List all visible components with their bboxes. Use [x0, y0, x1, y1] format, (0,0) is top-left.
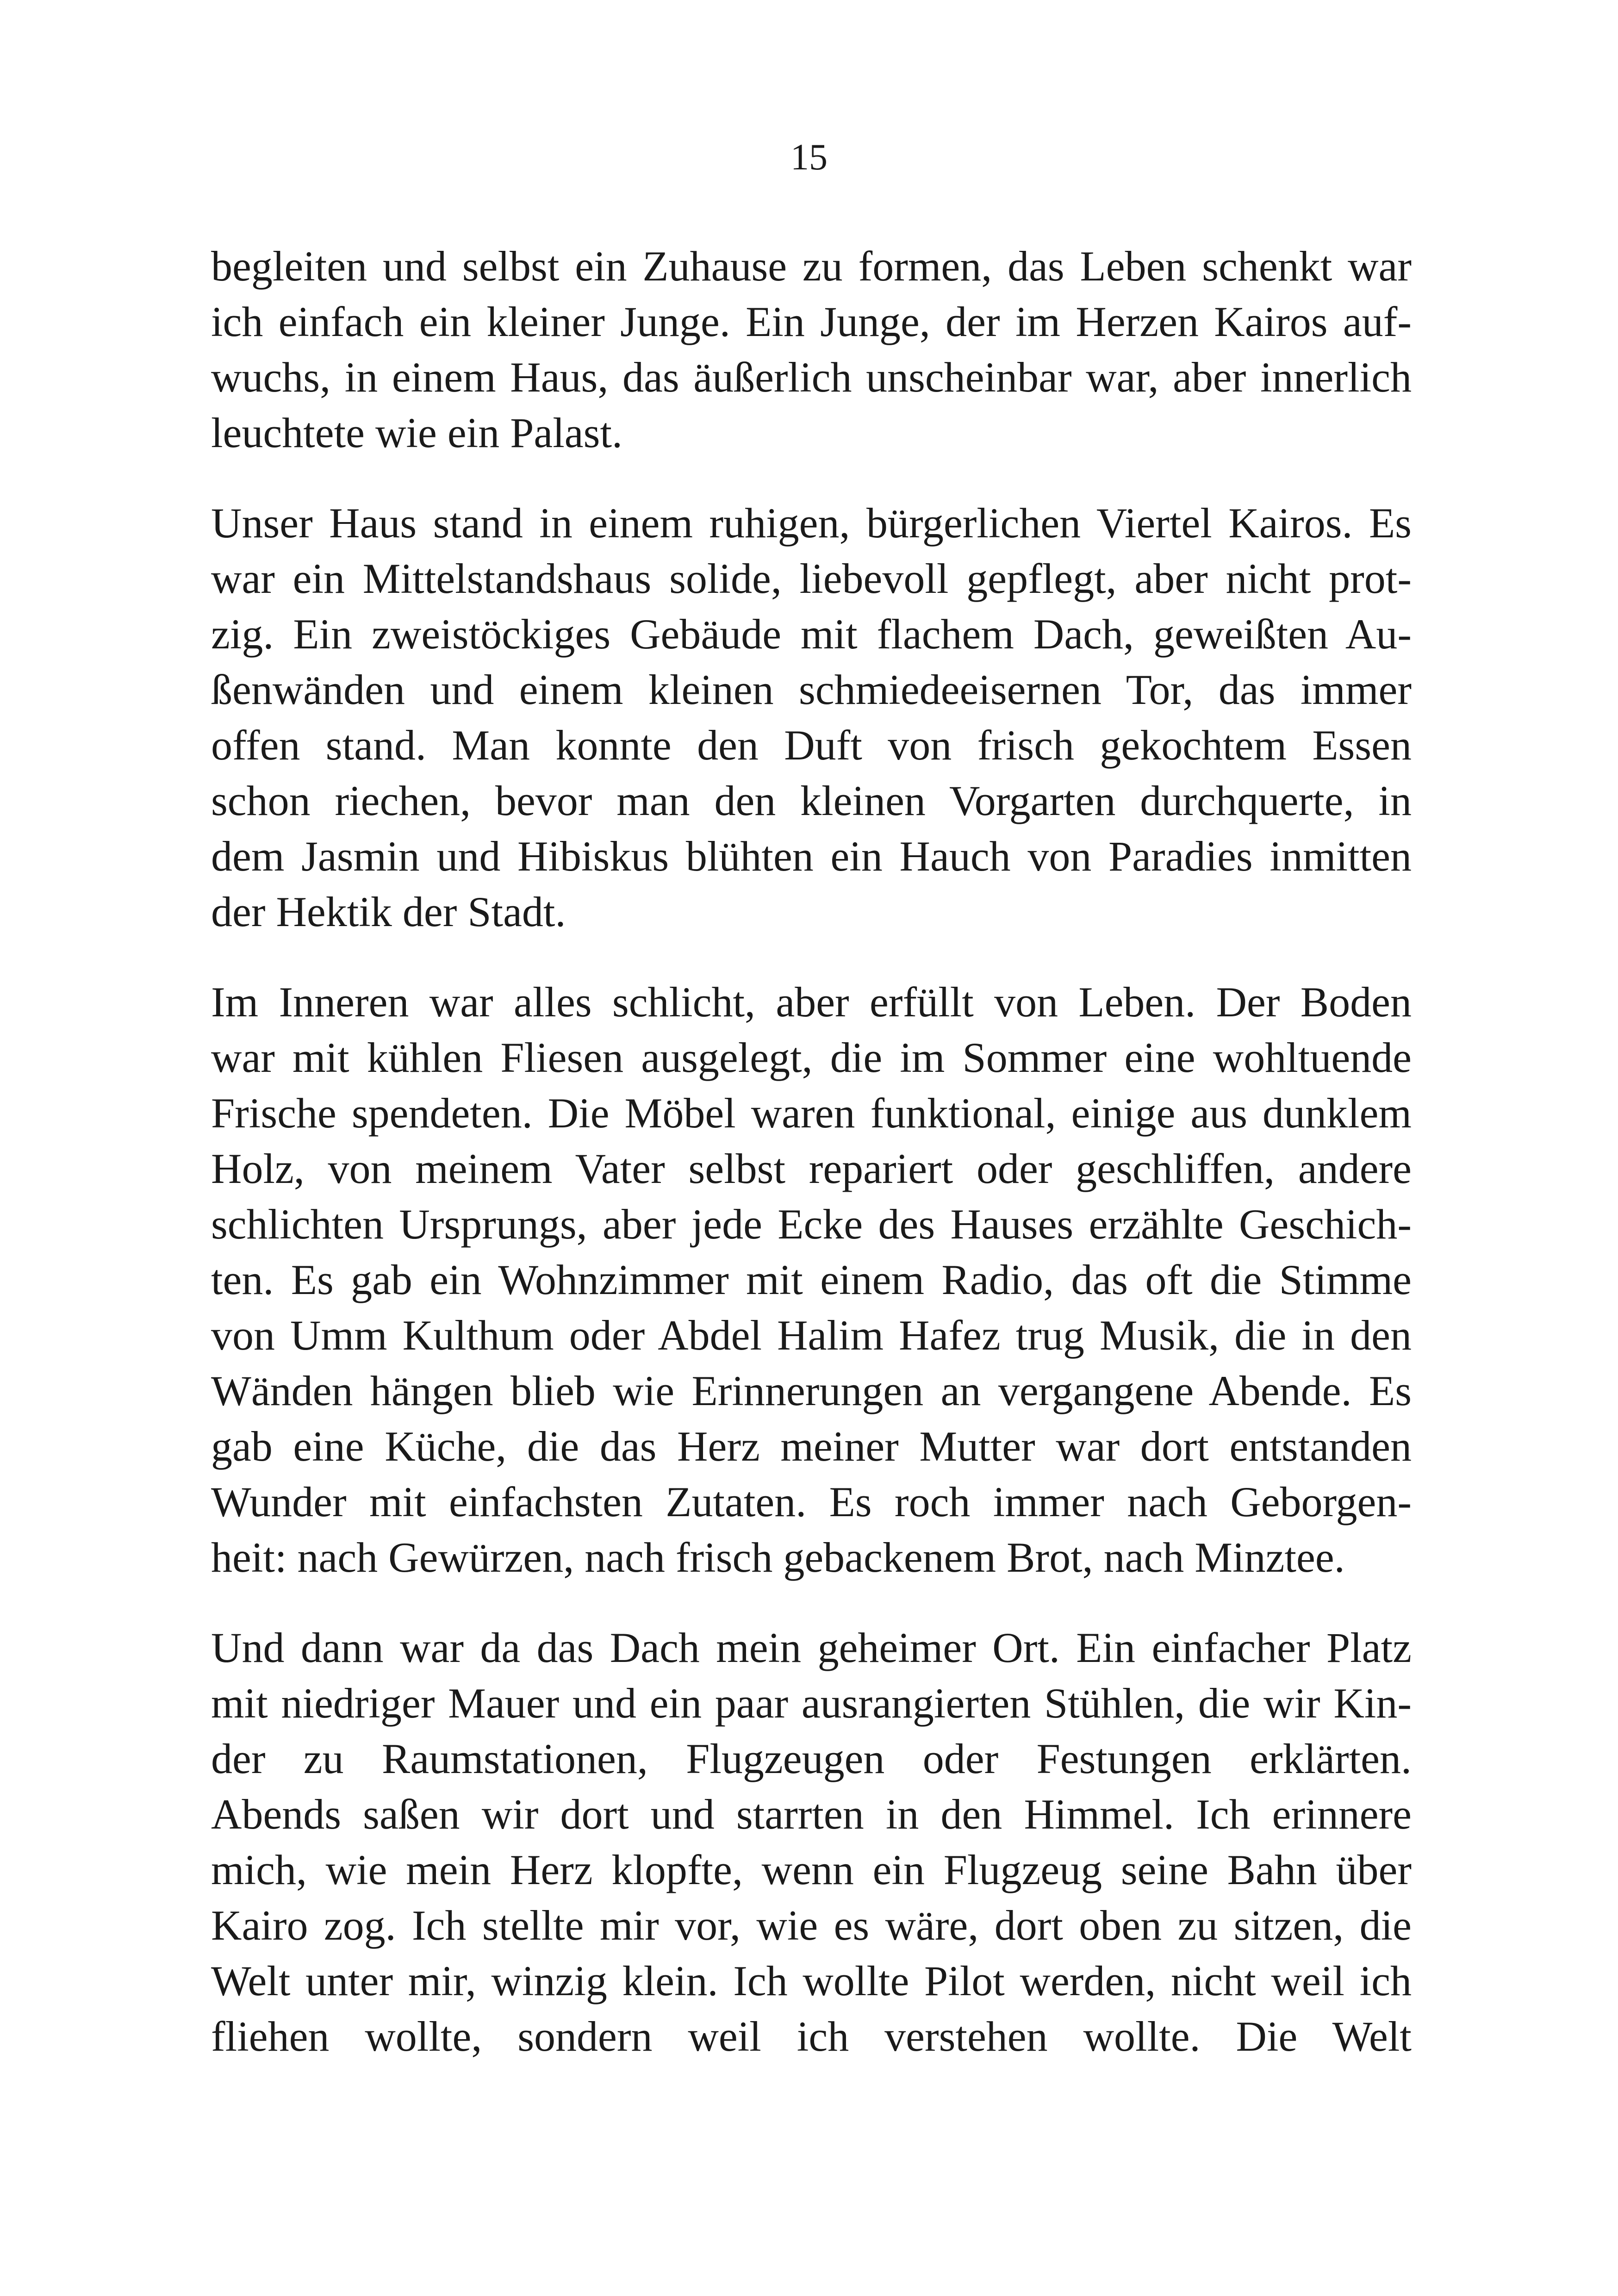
- text-line: heit: nach Gewürzen, nach frisch gebackenem Brot, nach Minztee.: [211, 1534, 1345, 1581]
- text-line: fliehen wollte, sondern weil ich verstehen wollte. Die Welt: [211, 2013, 1412, 2060]
- page-number: 15: [790, 137, 828, 178]
- text-line: von Umm Kulthum oder Abdel Halim Hafez trug Musik, die in den: [211, 1312, 1412, 1359]
- text-line: schon riechen, bevor man den kleinen Vorgarten durchquerte, in: [211, 777, 1412, 824]
- text-line: gab eine Küche, die das Herz meiner Mutter war dort entstanden: [211, 1423, 1412, 1470]
- text-line: dem Jasmin und Hibiskus blühten ein Hauch von Paradies inmitten: [211, 833, 1412, 880]
- text-line: Im Inneren war alles schlicht, aber erfüllt von Leben. Der Boden: [211, 978, 1412, 1026]
- paragraph-3: [211, 974, 1412, 1585]
- paragraph-4: [211, 1620, 1412, 2064]
- text-line: war mit kühlen Fliesen ausgelegt, die im Sommer eine wohltuende: [211, 1034, 1412, 1081]
- text-line: Welt unter mir, winzig klein. Ich wollte Pilot werden, nicht weil ich: [211, 1957, 1412, 2004]
- text-line: der zu Raumstationen, Flugzeugen oder Festungen erklärten.: [211, 1735, 1412, 1782]
- text-line: Holz, von meinem Vater selbst repariert oder geschliffen, andere: [211, 1145, 1412, 1192]
- text-line: Wunder mit einfachsten Zutaten. Es roch immer nach Geborgen-: [211, 1478, 1412, 1525]
- text-line: Abends saßen wir dort und starrten in den Himmel. Ich erinnere: [211, 1791, 1412, 1838]
- text-line: leuchtete wie ein Palast.: [211, 409, 623, 456]
- text-line: Und dann war da das Dach mein geheimer Ort. Ein einfacher Platz: [211, 1624, 1412, 1671]
- text-line: war ein Mittelstandshaus solide, liebevoll gepflegt, aber nicht prot-: [211, 555, 1412, 602]
- text-line: Unser Haus stand in einem ruhigen, bürgerlichen Viertel Kairos. Es: [211, 499, 1412, 547]
- text-line: Kairo zog. Ich stellte mir vor, wie es wäre, dort oben zu sitzen, die: [211, 1902, 1412, 1949]
- text-line: offen stand. Man konnte den Duft von frisch gekochtem Essen: [211, 722, 1412, 769]
- text-line: zig. Ein zweistöckiges Gebäude mit flachem Dach, geweißten Au-: [211, 610, 1412, 658]
- text-line: schlichten Ursprungs, aber jede Ecke des Hauses erzählte Geschich-: [211, 1201, 1412, 1248]
- text-line: begleiten und selbst ein Zuhause zu formen, das Leben schenkt war: [211, 243, 1412, 290]
- paragraph-2: [211, 495, 1412, 940]
- text-line: ßenwänden und einem kleinen schmiedeeisernen Tor, das immer: [211, 666, 1412, 713]
- text-line: Frische spendeten. Die Möbel waren funktional, einige aus dunklem: [211, 1089, 1412, 1137]
- paragraph-1: [211, 238, 1412, 460]
- text-line: Wänden hängen blieb wie Erinnerungen an vergangene Abende. Es: [211, 1367, 1412, 1414]
- text-line: ich einfach ein kleiner Junge. Ein Junge, der im Herzen Kairos auf-: [211, 298, 1412, 345]
- text-line: wuchs, in einem Haus, das äußerlich unscheinbar war, aber innerlich: [211, 354, 1412, 401]
- text-line: mich, wie mein Herz klopfte, wenn ein Flugzeug seine Bahn über: [211, 1846, 1412, 1893]
- text-line: ten. Es gab ein Wohnzimmer mit einem Radio, das oft die Stimme: [211, 1256, 1412, 1303]
- text-line: mit niedriger Mauer und ein paar ausrangierten Stühlen, die wir Kin-: [211, 1680, 1412, 1727]
- text-line: der Hektik der Stadt.: [211, 888, 566, 935]
- body-text: [211, 238, 1412, 2099]
